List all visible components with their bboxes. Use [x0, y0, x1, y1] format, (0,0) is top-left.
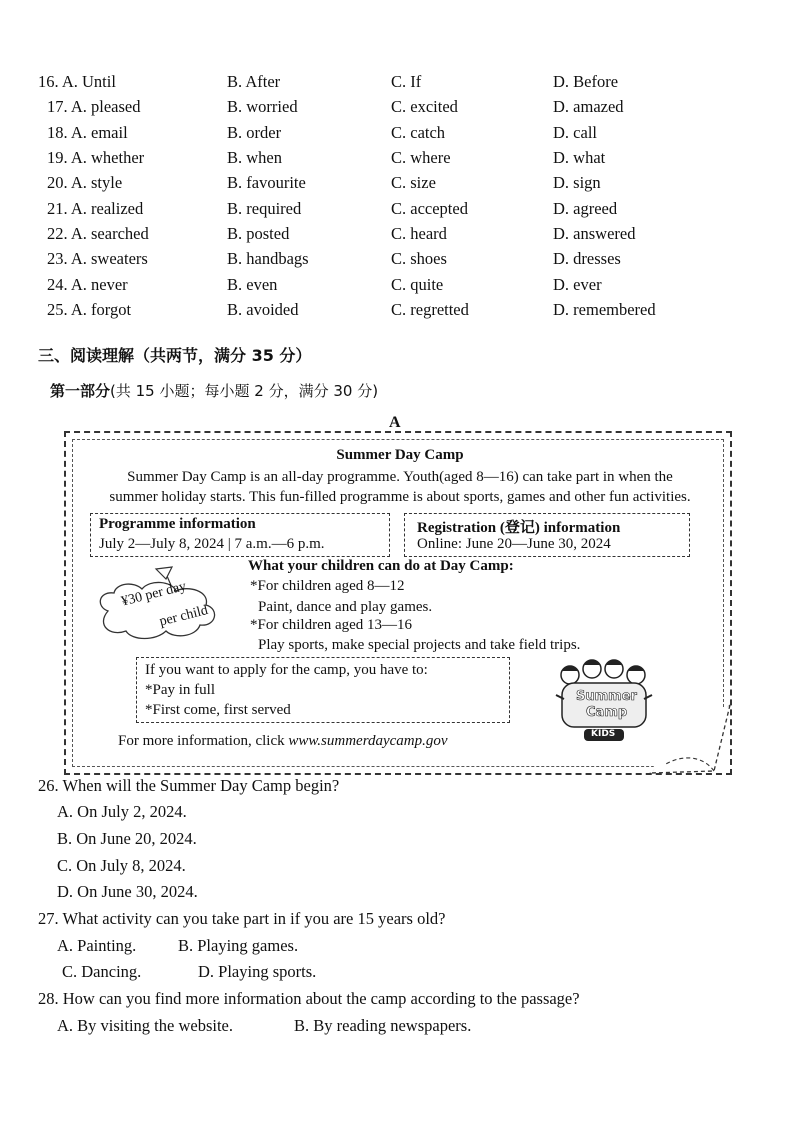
option-b: B. posted — [227, 224, 290, 243]
flyer-title: Summer Day Camp — [336, 447, 464, 463]
option-a: A. pleased — [70, 97, 141, 116]
question-number: 16. — [38, 72, 59, 91]
q27-option-d: D. Playing sports. — [198, 962, 317, 981]
group1-activity: Paint, dance and play games. — [258, 599, 433, 615]
question-number: 21. — [47, 199, 68, 218]
apply-box — [136, 657, 510, 723]
option-b: B. After — [227, 72, 281, 91]
question-number: 20. — [47, 173, 68, 192]
q26-option-a: A. On July 2, 2024. — [57, 802, 187, 821]
q27-option-a: A. Painting. — [57, 936, 137, 955]
group2-activity: Play sports, make special projects and take field trips. — [258, 637, 581, 653]
question-26: 26. When will the Summer Day Camp begin? — [38, 776, 340, 795]
group2-label: *For children aged 13—16 — [250, 617, 413, 633]
q26-option-b: B. On June 20, 2024. — [57, 829, 197, 848]
question-number: 18. — [47, 123, 68, 142]
activities-heading: What your children can do at Day Camp: — [248, 558, 514, 574]
option-row-25 — [47, 300, 131, 320]
curled-corner — [644, 701, 732, 775]
option-row-17 — [47, 97, 141, 117]
logo-text-line2: Camp — [586, 705, 628, 720]
option-d: D. remembered — [553, 300, 656, 319]
q27-option-c: C. Dancing. — [62, 962, 142, 981]
passage-letter: A — [389, 414, 401, 431]
more-info-text: For more information, click — [118, 733, 289, 749]
option-b: B. favourite — [227, 173, 306, 192]
apply-item2: *First come, first served — [145, 702, 291, 718]
price-line1: ¥30 per day — [120, 579, 188, 610]
option-c: C. regretted — [391, 300, 469, 319]
question-27: 27. What activity can you take part in if you are 15 years old? — [38, 909, 446, 928]
option-c: C. where — [391, 148, 451, 167]
part-heading — [50, 380, 378, 401]
option-row-23 — [47, 249, 148, 269]
option-d: D. sign — [553, 173, 601, 192]
option-a: A. forgot — [70, 300, 132, 319]
question-28: 28. How can you find more information about the camp according to the passage? — [38, 989, 580, 1008]
price-line2: per child — [158, 603, 210, 630]
registration-text: Online: June 20—June 30, 2024 — [417, 536, 611, 552]
option-b: B. order — [227, 123, 282, 142]
option-b: B. when — [227, 148, 282, 167]
flyer-intro-line1: Summer Day Camp is an all-day programme. Youth(aged 8—16) can take part in when the — [127, 469, 673, 485]
programme-info-box — [90, 513, 390, 557]
option-row-16 — [38, 72, 116, 92]
option-a: A. realized — [70, 199, 144, 218]
question-number: 23. — [47, 249, 68, 268]
option-a: A. email — [70, 123, 128, 142]
website-link[interactable]: www.summerdaycamp.gov — [288, 733, 448, 749]
option-d: D. ever — [553, 275, 602, 294]
option-d: D. agreed — [553, 199, 618, 218]
option-b: B. worried — [227, 97, 298, 116]
group1-label: *For children aged 8—12 — [250, 578, 405, 594]
option-a: A. style — [70, 173, 123, 192]
option-a: A. sweaters — [70, 249, 148, 268]
apply-item1: *Pay in full — [145, 682, 215, 698]
option-d: D. answered — [553, 224, 636, 243]
option-a: A. Until — [61, 72, 116, 91]
q27-option-b: B. Playing games. — [178, 936, 299, 955]
question-number: 19. — [47, 148, 68, 167]
option-b: B. avoided — [227, 300, 299, 319]
option-a: A. never — [70, 275, 128, 294]
question-number: 22. — [47, 224, 68, 243]
question-number: 25. — [47, 300, 68, 319]
price-tag-cloud — [88, 561, 228, 651]
option-c: C. size — [391, 173, 436, 192]
section-title: 三、阅读理解（共两节，满分 35 分） — [38, 346, 312, 365]
logo-text-line3: KIDS — [591, 729, 616, 739]
option-row-22 — [47, 224, 149, 244]
q26-option-d: D. On June 30, 2024. — [57, 882, 198, 901]
option-b: B. even — [227, 275, 278, 294]
option-b: B. handbags — [227, 249, 309, 268]
apply-heading: If you want to apply for the camp, you have to: — [145, 662, 428, 678]
programme-text: July 2—July 8, 2024 | 7 a.m.—6 p.m. — [99, 536, 325, 552]
option-c: C. accepted — [391, 199, 468, 218]
logo-text-line1: Summer — [576, 689, 637, 704]
q26-option-c: C. On July 8, 2024. — [57, 856, 186, 875]
option-c: C. excited — [391, 97, 458, 116]
option-d: D. call — [553, 123, 597, 142]
option-row-24 — [47, 275, 128, 295]
option-c: C. If — [391, 72, 422, 91]
option-row-21 — [47, 199, 143, 219]
part-label: 第一部分 — [50, 382, 111, 400]
registration-info-box — [404, 513, 690, 557]
option-b: B. required — [227, 199, 302, 218]
option-row-20 — [47, 173, 122, 193]
option-a: A. whether — [70, 148, 145, 167]
option-c: C. heard — [391, 224, 447, 243]
option-c: C. catch — [391, 123, 446, 142]
option-d: D. amazed — [553, 97, 624, 116]
option-row-19 — [47, 148, 144, 168]
registration-heading: Registration (登记) information — [417, 520, 621, 536]
option-c: C. shoes — [391, 249, 447, 268]
option-d: D. what — [553, 148, 606, 167]
programme-heading: Programme information — [99, 516, 256, 532]
more-info-line — [118, 733, 448, 750]
option-c: C. quite — [391, 275, 444, 294]
q28-option-a: A. By visiting the website. — [57, 1016, 233, 1035]
option-d: D. dresses — [553, 249, 621, 268]
option-d: D. Before — [553, 72, 619, 91]
camp-flyer — [64, 431, 732, 775]
option-a: A. searched — [70, 224, 149, 243]
question-number: 17. — [47, 97, 68, 116]
question-number: 24. — [47, 275, 68, 294]
q28-option-b: B. By reading newspapers. — [294, 1016, 472, 1035]
part-details: (共 15 小题；每小题 2 分，满分 30 分) — [110, 382, 379, 400]
option-row-18 — [47, 123, 128, 143]
flyer-intro-line2: summer holiday starts. This fun-filled programme is about sports, games and other fun activities. — [109, 489, 691, 505]
activities-heading-text: What your children can do at Day Camp — [248, 558, 509, 574]
